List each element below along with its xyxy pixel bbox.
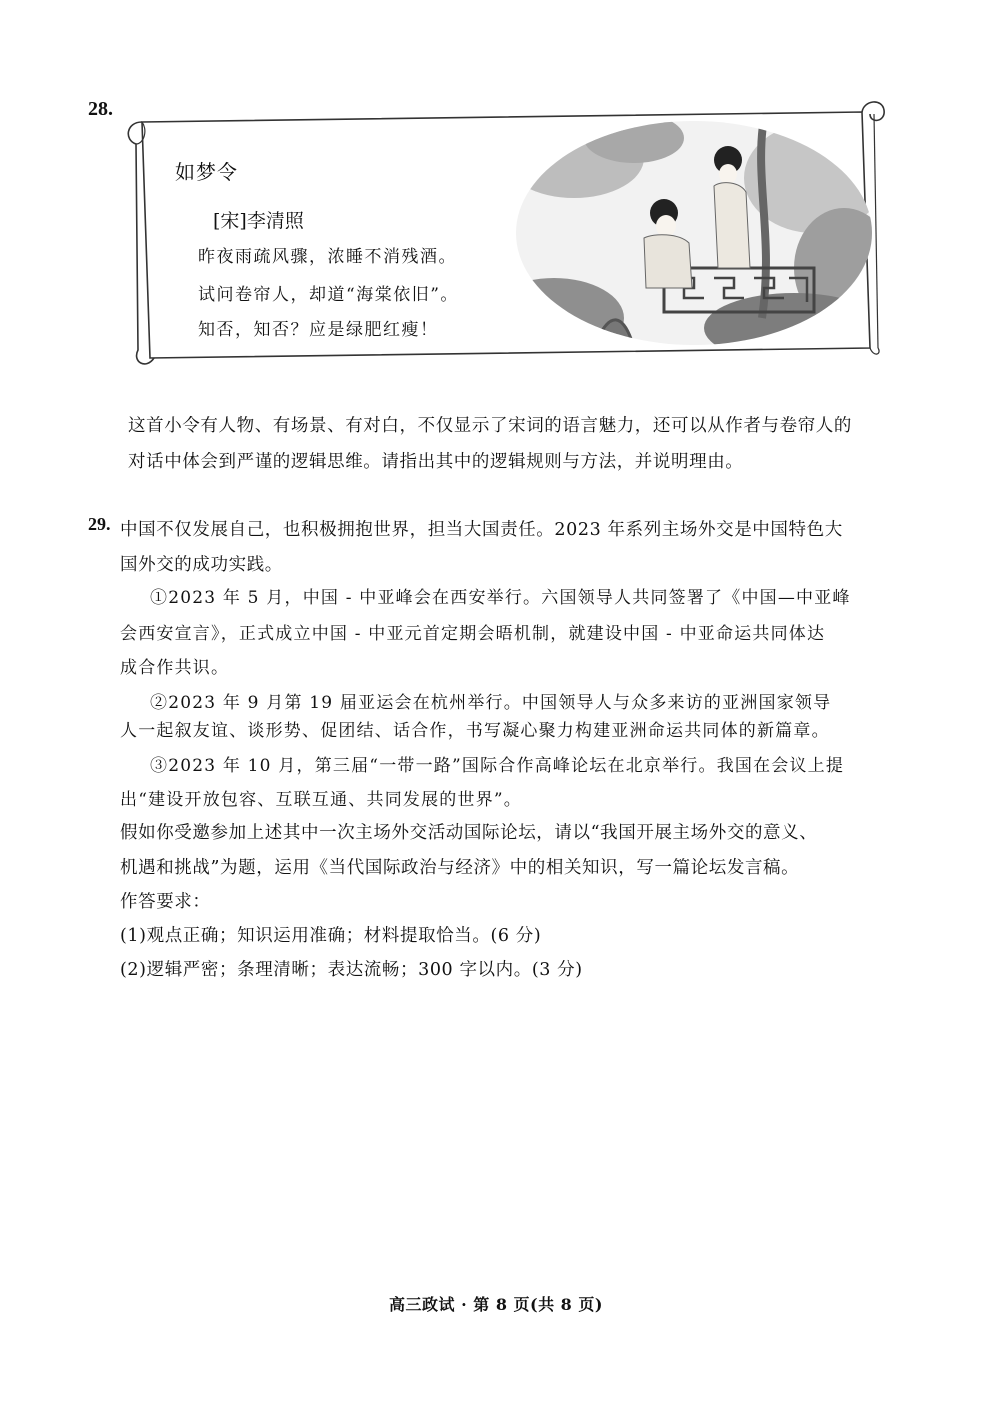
page-footer: 高三政试 · 第 8 页(共 8 页) bbox=[389, 1295, 603, 1314]
q29-task-line: 假如你受邀参加上述其中一次主场外交活动国际论坛，请以“我国开展主场外交的意义、 bbox=[120, 823, 818, 843]
q28-question-line: 这首小令有人物、有场景、有对白，不仅显示了宋词的语言魅力，还可以从作者与卷帘人的 bbox=[128, 416, 852, 436]
material-1-line: ①2023 年 5 月，中国 - 中亚峰会在西安举行。六国领导人共同签署了《中国—中亚峰 bbox=[150, 588, 851, 608]
question-28-number: 28. bbox=[88, 98, 113, 120]
requirement-item: (2)逻辑严密；条理清晰；表达流畅；300 字以内。(3 分) bbox=[120, 960, 583, 980]
poem-author: [宋]李清照 bbox=[213, 210, 304, 232]
material-1-line: 会西安宣言》，正式成立中国 - 中亚元首定期会晤机制，就建设中国 - 中亚命运共同体达 bbox=[120, 624, 826, 644]
material-3-line: 出“建设开放包容、互联互通、共同发展的世界”。 bbox=[120, 790, 522, 810]
material-2-line: 人一起叙友谊、谈形势、促团结、话合作，书写凝心聚力构建亚洲命运共同体的新篇章。 bbox=[120, 721, 830, 741]
poem-line: 试问卷帘人，却道“海棠依旧”。 bbox=[198, 285, 459, 305]
material-2-line: ②2023 年 9 月第 19 届亚运会在杭州举行。中国领导人与众多来访的亚洲国家领导 bbox=[150, 693, 832, 713]
poem-title: 如梦令 bbox=[175, 160, 238, 184]
q28-question-line: 对话中体会到严谨的逻辑思维。请指出其中的逻辑规则与方法，并说明理由。 bbox=[128, 452, 744, 472]
material-1-line: 成合作共识。 bbox=[120, 658, 230, 678]
poem-line: 昨夜雨疏风骤，浓睡不消残酒。 bbox=[198, 247, 457, 267]
q29-intro-line: 中国不仅发展自己，也积极拥抱世界，担当大国责任。2023 年系列主场外交是中国特色大 bbox=[120, 520, 843, 540]
material-3-line: ③2023 年 10 月，第三届“一带一路”国际合作高峰论坛在北京举行。我国在会议上提 bbox=[150, 756, 845, 776]
poem-illustration-icon bbox=[514, 118, 874, 348]
question-29-number: 29. bbox=[88, 514, 111, 534]
q29-intro-line: 国外交的成功实践。 bbox=[120, 555, 283, 575]
requirements-title: 作答要求： bbox=[120, 892, 211, 912]
requirement-item: (1)观点正确；知识运用准确；材料提取恰当。(6 分) bbox=[120, 926, 542, 946]
poem-line: 知否，知否？应是绿肥红瘦！ bbox=[198, 320, 439, 340]
q29-task-line: 机遇和挑战”为题，运用《当代国际政治与经济》中的相关知识，写一篇论坛发言稿。 bbox=[120, 858, 800, 878]
